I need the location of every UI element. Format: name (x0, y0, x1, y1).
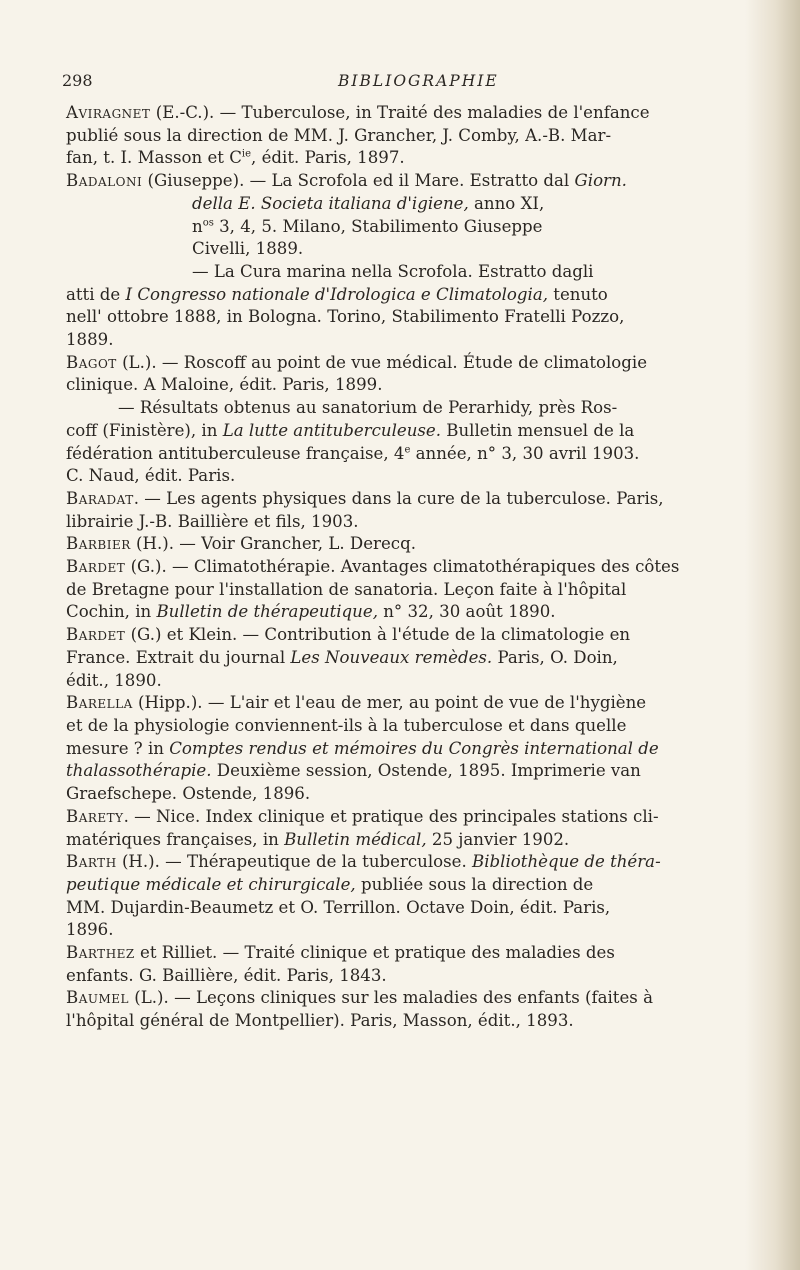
entry-line: Bardet (G.). — Climatothérapie. Avantages climatothérapiques des côtes (66, 557, 680, 577)
entry-line: $n^{os}$ 3, 4, 5. Milano, Stabilimento Giuseppe (192, 216, 543, 236)
bibliography-page (62, 70, 750, 1033)
entry-line: coff (Finistère), in La lutte antituberculeuse. Bulletin mensuel de la (66, 420, 635, 440)
entry-line: Baumel (L.). — Leçons cliniques sur les maladies des enfants (faites à (66, 988, 653, 1008)
entry-line: nell' ottobre 1888, in Bologna. Torino, Stabilimento Fratelli Pozzo, (66, 307, 625, 327)
entry-line: librairie J.-B. Baillière et fils, 1903. (66, 511, 359, 531)
entry-line: — Résultats obtenus au sanatorium de Perarhidy, près Ros- (118, 398, 618, 418)
entry-line: MM. Dujardin-Beaumetz et O. Terrillon. Octave Doin, édit. Paris, (66, 897, 611, 917)
entry-author: Aviragnet (66, 103, 151, 122)
entry-line: publié sous la direction de MM. J. Grancher, J. Comby, A.-B. Mar- (66, 125, 612, 145)
entry-author: Barthez (66, 943, 135, 963)
entry-line: Barthez et Rilliet. — Traité clinique et pratique des maladies des (66, 943, 615, 963)
entry-line: Graefschepe. Ostende, 1896. (66, 784, 311, 804)
entry-line: et de la physiologie conviennent-ils à la tuberculose et dans quelle (66, 715, 627, 735)
bibliography-entry (66, 851, 750, 942)
page-edge-shadow (745, 0, 800, 1270)
entry-author: Barbier (66, 534, 131, 554)
entry-line: C. Naud, édit. Paris. (66, 466, 236, 486)
entry-line: peutique médicale et chirurgicale, publiée sous la direction de (66, 874, 594, 894)
entry-line: thalassothérapie. Deuxième session, Ostende, 1895. Imprimerie van (66, 761, 641, 781)
entry-author: Bardet (66, 557, 126, 577)
entry-line: clinique. A Maloine, édit. Paris, 1899. (66, 375, 383, 395)
entry-line: Badaloni (Giuseppe). — La Scrofola ed il Mare. Estratto dal Giorn. (66, 171, 627, 191)
entry-line: Barety. — Nice. Index clinique et pratique des principales stations cli- (66, 806, 659, 826)
bibliography-entry (66, 261, 750, 352)
entry-line: Barbier (H.). — Voir Grancher, L. Derecq. (66, 534, 416, 554)
entry-line: de Bretagne pour l'installation de sanatoria. Leçon faite à l'hôpital (66, 579, 627, 599)
entry-line: enfants. G. Baillière, édit. Paris, 1843. (66, 965, 387, 985)
entry-line: atti de I Congresso nationale d'Idrologica e Climatologia, tenuto (66, 284, 608, 304)
entry-line: Civelli, 1889. (192, 239, 304, 259)
bibliography-entry (66, 942, 750, 987)
bibliography-entry (66, 624, 750, 692)
entry-line: fédération antituberculeuse française, 4e année, n° 3, 30 avril 1903. (66, 443, 640, 463)
entry-author: Bagot (66, 352, 117, 372)
bibliography-entry (66, 102, 750, 170)
entry-line: Aviragnet (E.-C.). — Tuberculose, in Traité des maladies de l'enfance (66, 103, 650, 122)
bibliography-entry (66, 692, 750, 806)
entry-line: Cochin, in Bulletin de thérapeutique, n° 32, 30 août 1890. (66, 602, 556, 622)
entry-line: 1896. (66, 920, 114, 940)
entry-line: della E. Societa italiana d'igiene, anno XI, (192, 193, 545, 213)
entry-line: Barth (H.). — Thérapeutique de la tuberculose. Bibliothèque de théra- (66, 852, 661, 872)
entry-author: Barety (66, 806, 124, 826)
entry-line: Bardet (G.) et Klein. — Contribution à l'étude de la climatologie en (66, 625, 631, 645)
page-number: 298 (62, 71, 93, 90)
entry-line: édit., 1890. (66, 670, 162, 690)
entry-line: Barella (Hipp.). — L'air et l'eau de mer, au point de vue de l'hygiène (66, 693, 647, 713)
bibliography-entry (66, 556, 750, 624)
entry-line: Baradat. — Les agents physiques dans la cure de la tuberculose. Paris, (66, 488, 664, 508)
bibliography-entry (66, 806, 750, 851)
entry-author: Baumel (66, 988, 129, 1008)
bibliography-entries (66, 102, 750, 1033)
entry-author: Baradat (66, 488, 134, 508)
entry-line: mesure ? in Comptes rendus et mémoires du Congrès international de (66, 738, 659, 758)
entry-line: — La Cura marina nella Scrofola. Estratto dagli (192, 261, 594, 281)
running-title: BIBLIOGRAPHIE (338, 72, 499, 90)
bibliography-entry (66, 352, 750, 488)
bibliography-entry (66, 987, 750, 1032)
running-head (62, 70, 750, 96)
entry-line: fan, t. I. Masson et $C^{ie}$, édit. Paris, 1897. (66, 148, 405, 168)
entry-author: Barth (66, 852, 117, 872)
entry-author: Bardet (66, 625, 126, 645)
entry-line: France. Extrait du journal Les Nouveaux remèdes. Paris, O. Doin, (66, 647, 618, 667)
entry-author: Barella (66, 693, 133, 713)
entry-line: matériques françaises, in Bulletin médical, 25 janvier 1902. (66, 829, 570, 849)
entry-line: Bagot (L.). — Roscoff au point de vue médical. Étude de climatologie (66, 352, 648, 372)
bibliography-entry (66, 488, 750, 533)
entry-author: Badaloni (66, 171, 143, 191)
bibliography-entry (66, 170, 750, 261)
entry-line: l'hôpital général de Montpellier). Paris, Masson, édit., 1893. (66, 1011, 574, 1031)
entry-line: 1889. (66, 330, 114, 350)
bibliography-entry (66, 533, 750, 556)
